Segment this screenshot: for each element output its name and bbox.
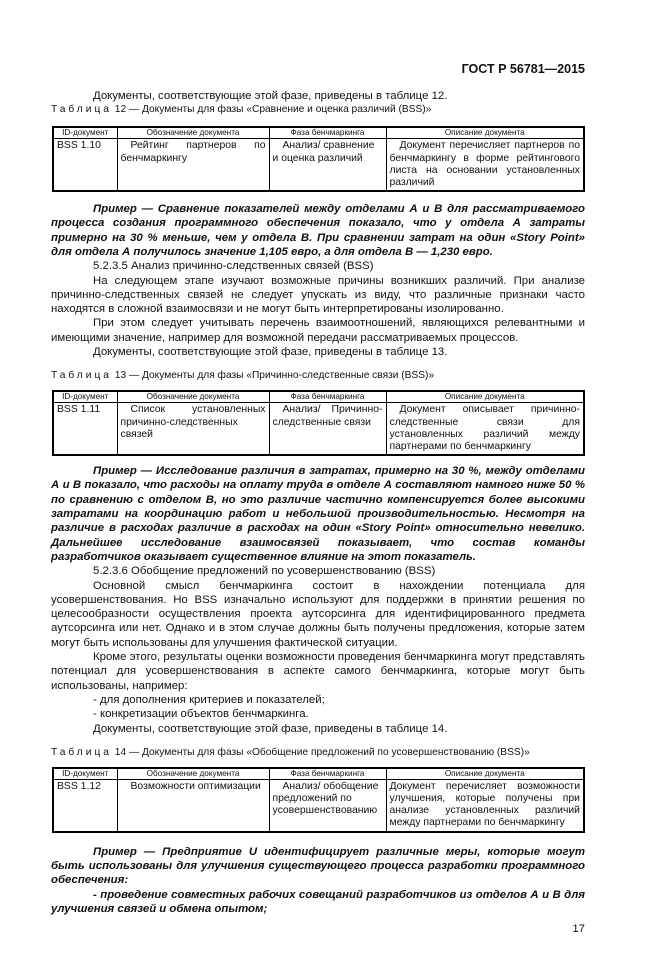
document-page (51, 0, 585, 956)
column-header: ID-документ (53, 768, 117, 780)
table-cell: Анализ/ обобщение предложений по усовершенствованию (269, 779, 386, 831)
caption-text: 14 — Документы для фазы «Обобщение предложений по усовершенствованию (BSS)» (114, 746, 530, 758)
caption-prefix: Таблица (51, 104, 112, 116)
table-cell: Анализ/ Причинно-следственные связи (269, 403, 386, 455)
list-item: - конкретизации объектов бенчмаркинга. (93, 708, 309, 721)
paragraph: Документы, соответствующие этой фазе, приведены в таблице 13. (93, 346, 448, 359)
section-heading: 5.2.3.6 Обобщение предложений по усовершенствованию (BSS) (93, 565, 436, 578)
table-14 (52, 767, 585, 833)
document-header: ГОСТ Р 56781—2015 (461, 62, 585, 76)
section-5235 (51, 202, 585, 382)
column-header: Фаза бенчмаркинга (269, 391, 386, 403)
paragraph: Документы, соответствующие этой фазе, приведены в таблице 12. (93, 90, 448, 102)
table-12 (52, 126, 585, 192)
caption-text: 12 — Документы для фазы «Сравнение и оценка различий (BSS)» (114, 104, 432, 116)
column-header: ID-документ (53, 391, 117, 403)
table-cell: BSS 1.11 (53, 403, 117, 455)
column-header: Обозначение документа (117, 391, 269, 403)
table-cell: Документ перечисляет партнеров по бенчмаркингу в форме рейтингового листа на основании установленных различий (386, 139, 584, 191)
table-header-row (53, 391, 584, 403)
list-item: - для дополнения критериев и показателей; (93, 693, 325, 706)
example-block (51, 845, 585, 916)
example-note: Пример — Предприятие U идентифицирует различные меры, которые могут быть использованы для улучшения существующего процесса разработки программного обеспечения: (51, 845, 585, 887)
column-header: Обозначение документа (117, 768, 269, 780)
table-cell: BSS 1.10 (53, 139, 117, 191)
column-header: ID-документ (53, 127, 117, 139)
table13-caption (51, 369, 585, 382)
table14-caption (51, 746, 585, 759)
table-row (53, 779, 584, 831)
section-5236 (51, 464, 585, 759)
table12-intro (51, 89, 585, 116)
paragraph: На следующем этапе изучают возможные причины возникших различий. При анализе причинно-следственных связей не следует упускать из виду, что различные признаки часто находятся в сложной взаимосвязи и не могут быть интерпретированы изолированно. (51, 274, 585, 316)
table-cell: Список установленных причинно-следственных связей (117, 403, 269, 455)
example-note: Пример — Исследование различия в затратах, примерно на 30 %, между отделами А и В показало, что расходы на оплату труда в отделе А составляют намного ниже 50 % по сравнению с отделом В, но это различие частично компенсируется более высокими затратами на координацию работ и небольшой производительностью. Несмотря на различие в расходах различие в расходах на один «Story Point» относительно невелико. Дальнейшее исследование взаимосвязей показывает, что состав команды разработчиков оказывает существенное влияние на этот показатель. (51, 465, 585, 563)
caption-prefix: Таблица (51, 370, 112, 382)
paragraph: При этом следует учитывать перечень взаимоотношений, являющихся релевантными и имеющими значение, например для возможной передачи рассматриваемых процессов. (51, 317, 585, 344)
caption-text: 13 — Документы для фазы «Причинно-следственные связи (BSS)» (114, 370, 435, 382)
column-header: Фаза бенчмаркинга (269, 127, 386, 139)
column-header: Описание документа (386, 391, 584, 403)
column-header: Описание документа (386, 768, 584, 780)
paragraph: Кроме этого, результаты оценки возможности проведения бенчмаркинга могут представлять потенциал для усовершенствования в аспекте самого бенчмаркинга, которые могут быть использованы, например: (51, 651, 585, 692)
table-cell: BSS 1.12 (53, 779, 117, 831)
paragraph: Основной смысл бенчмаркинга состоит в нахождении потенциала для усовершенствования. Но BSS изначально используют для поддержки в принятии решения по целесообразности осуществления проекта аутсорсинга для идентифицированного предмета аутсорсинга или нет. Однако и в этом случае должны быть получены предложения, которые затем могут быть использованы для улучшения фактической ситуации. (51, 579, 585, 649)
example-list-item: - проведение совместных рабочих совещаний разработчиков из отделов А и В для улучшения связей и обмена опытом; (51, 888, 585, 915)
table-row (53, 139, 584, 191)
table-cell: Рейтинг партнеров по бенчмаркингу (117, 139, 269, 191)
table12-caption (51, 103, 585, 116)
table-header-row (53, 768, 584, 780)
caption-prefix: Таблица (51, 746, 112, 758)
column-header: Обозначение документа (117, 127, 269, 139)
column-header: Описание документа (386, 127, 584, 139)
table-header-row (53, 127, 584, 139)
table-row (53, 403, 584, 455)
page-number: 17 (572, 923, 585, 936)
table-cell: Документ перечисляет возможности улучшения, которые получены при анализе установленных различий между партнерами по бенчмаркингу (386, 779, 584, 831)
table-cell: Анализ/ сравнение и оценка различий (269, 139, 386, 191)
table-13 (52, 390, 585, 456)
column-header: Фаза бенчмаркинга (269, 768, 386, 780)
table-cell: Возможности оптимизации (117, 779, 269, 831)
table-cell: Документ описывает причинно-следственные связи для установленных различий между партнерами по бенчмаркингу (386, 403, 584, 455)
section-heading: 5.2.3.5 Анализ причинно-следственных связей (BSS) (93, 260, 374, 273)
example-note: Пример — Сравнение показателей между отделами А и В для рассматриваемого процесса создания программного обеспечения показало, что у отдела А затраты примерно на 30 % меньше, чем у отдела В. При сравнении затрат на один «Story Point» для отдела А получилось значение 1,105 евро, а для отдела В — 1,230 евро. (51, 203, 585, 258)
paragraph: Документы, соответствующие этой фазе, приведены в таблице 14. (93, 722, 448, 735)
